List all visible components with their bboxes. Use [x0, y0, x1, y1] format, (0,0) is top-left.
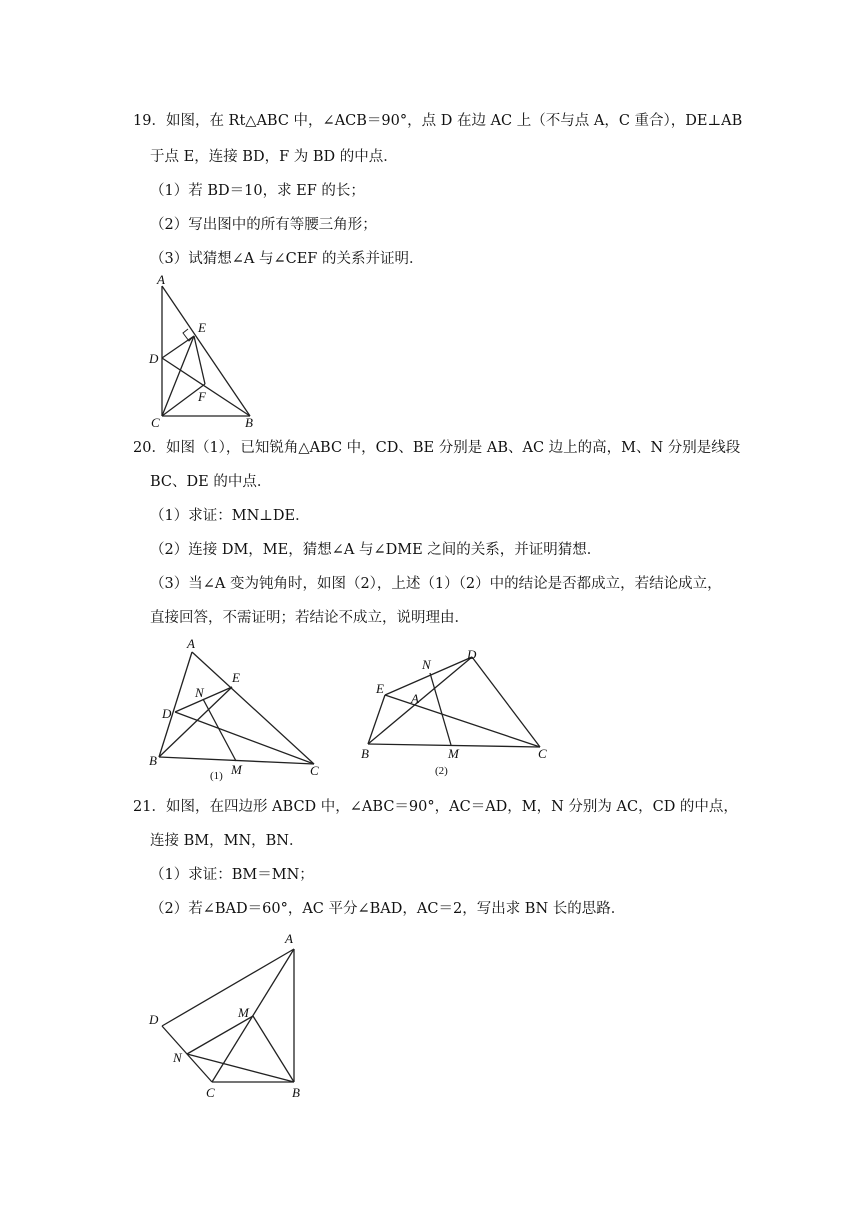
q19-stem-line2: 于点 E，连接 BD，F 为 BD 的中点． — [150, 149, 398, 165]
q20-figure-1 — [140, 635, 340, 785]
q19-label-D: D — [149, 351, 159, 366]
q19-label-C: C — [151, 415, 160, 430]
q20-fig1-label-E: E — [232, 670, 240, 685]
q20-fig1-label-C: C — [310, 763, 319, 778]
q21-figure — [140, 925, 320, 1105]
q21-label-B: B — [292, 1085, 300, 1100]
q20-part3: （3）当∠A 变为钝角时，如图（2），上述（1）（2）中的结论是否都成立，若结论成立， — [150, 576, 722, 592]
q20-fig1-label-M: M — [231, 762, 242, 777]
q20-fig2-label-E: E — [376, 681, 384, 696]
q20-stem-line2: BC、DE 的中点． — [150, 474, 272, 490]
q19-part3: （3）试猜想∠A 与∠CEF 的关系并证明． — [150, 251, 424, 267]
q19-figure — [140, 270, 270, 430]
q20-fig1-label-N: N — [195, 685, 204, 700]
q20-fig1-label-D: D — [162, 706, 172, 721]
q20-fig1-label-B: B — [149, 753, 157, 768]
q19-part1: （1）若 BD＝10，求 EF 的长； — [150, 183, 365, 199]
q21-stem-line1: 21．如图，在四边形 ABCD 中，∠ABC＝90°，AC＝AD，M，N 分别为 AC，CD 的中点， — [133, 799, 738, 815]
q20-fig2-caption: (2) — [435, 765, 448, 777]
q19-label-B: B — [245, 415, 253, 430]
q20-fig1-caption: (1) — [210, 770, 223, 782]
q19-part2: （2）写出图中的所有等腰三角形； — [150, 217, 377, 233]
q21-label-N: N — [173, 1050, 182, 1065]
q20-figure-2 — [355, 640, 565, 780]
q20-fig2-label-D: D — [467, 647, 477, 662]
q21-label-C: C — [206, 1085, 215, 1100]
q20-fig2-label-N: N — [422, 657, 431, 672]
q19-stem-line1: 19．如图，在 Rt△ABC 中，∠ACB＝90°，点 D 在边 AC 上（不与点 A，C 重合），DE⊥AB — [133, 113, 743, 129]
q20-stem-line1: 20．如图（1），已知锐角△ABC 中，CD、BE 分别是 AB、AC 边上的高，M、N 分别是线段 — [133, 440, 741, 456]
q20-fig2-label-A: A — [411, 691, 419, 706]
q20-fig2-label-B: B — [361, 746, 369, 761]
q20-fig1-label-A: A — [187, 636, 195, 651]
q20-part1: （1）求证：MN⊥DE． — [150, 508, 310, 524]
q21-label-D: D — [149, 1012, 159, 1027]
q20-part3-cont: 直接回答，不需证明；若结论不成立，说明理由． — [150, 610, 469, 626]
q20-fig2-label-C: C — [538, 746, 547, 761]
q21-part2: （2）若∠BAD＝60°，AC 平分∠BAD，AC＝2，写出求 BN 长的思路． — [150, 901, 626, 917]
q20-part2: （2）连接 DM，ME，猜想∠A 与∠DME 之间的关系，并证明猜想． — [150, 542, 602, 558]
q20-fig2-label-M: M — [448, 746, 459, 761]
q21-part1: （1）求证：BM＝MN； — [150, 867, 314, 883]
q19-label-E: E — [198, 320, 206, 335]
q21-label-M: M — [238, 1005, 249, 1020]
q21-label-A: A — [285, 931, 293, 946]
q19-label-F: F — [198, 389, 206, 404]
q19-label-A: A — [157, 272, 165, 287]
q21-stem-line2: 连接 BM，MN，BN． — [150, 833, 304, 849]
